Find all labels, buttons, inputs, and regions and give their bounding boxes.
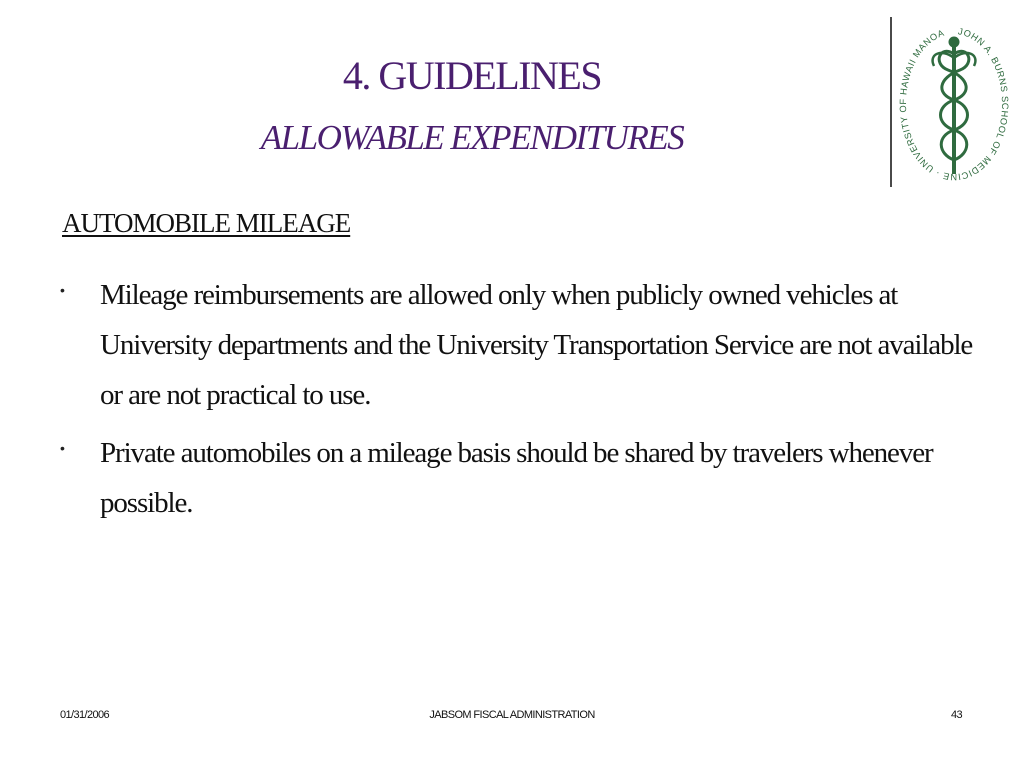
bullet-item [56, 270, 976, 420]
footer-center: JABSOM FISCAL ADMINISTRATION [429, 709, 595, 721]
logo-divider [890, 17, 892, 187]
logo-ring-text: JOHN A. BURNS SCHOOL OF MEDICINE · UNIVERSITY OF HAWAII MANOA [898, 26, 1010, 183]
slide-subtitle: ALLOWABLE EXPENDITURES [260, 118, 684, 157]
section-heading: AUTOMOBILE MILEAGE [62, 208, 351, 238]
slide-title: 4. GUIDELINES [342, 53, 602, 98]
bullet-list [56, 270, 976, 536]
bullet-item [56, 428, 976, 528]
caduceus-icon [933, 38, 976, 174]
jabsom-logo [898, 14, 1010, 194]
footer-page-number: 43 [950, 709, 962, 721]
bullet-text: Mileage reimbursements are allowed only when publicly owned vehicles at University departments and the University Transportation Service are not available or are not practical to use. [100, 279, 973, 411]
bullet-dot-icon: • [60, 440, 65, 456]
bullet-text: Private automobiles on a mileage basis should be shared by travelers whenever possible. [100, 437, 933, 519]
footer-date: 01/31/2006 [60, 709, 110, 721]
bullet-dot-icon: • [60, 282, 65, 298]
